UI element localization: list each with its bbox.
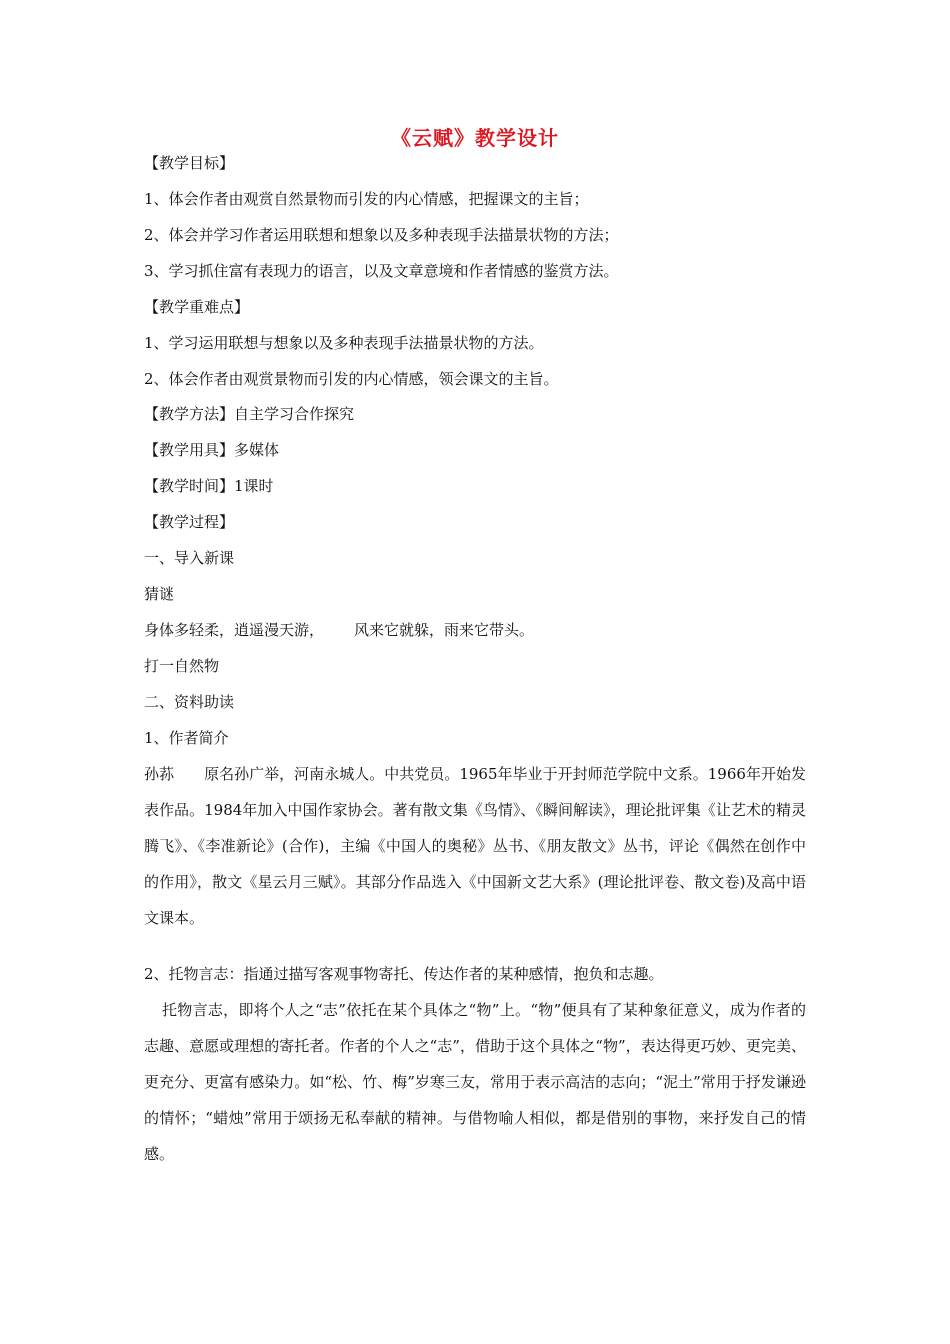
goal-item-3: 3、学习抓住富有表现力的语言，以及文章意境和作者情感的鉴赏方法。: [144, 262, 619, 280]
key-points-heading: 【教学重难点】: [144, 298, 250, 316]
concept-paragraph: 托物言志，即将个人之“志”依托在某个具体之“物”上。“物”便具有了某种象征意义，成为作者的志趣、意愿或理想的寄托者。作者的个人之“志”，借助于这个具体之“物”，表达得更巧妙、更完美、更充分、更富有感染力。如“松、竹、梅”岁寒三友，常用于表示高洁的志向；“泥土”常用于抒发谦逊的情怀；“蜡烛”常用于颂扬无私奉献的精神。与借物喻人相似，都是借别的事物，来抒发自己的情感。: [144, 1001, 806, 1163]
teaching-method: 【教学方法】自主学习合作探究: [144, 405, 355, 423]
concept-heading: 2、托物言志：指通过描写客观事物寄托、传达作者的某种感情，抱负和志趣。: [144, 965, 664, 983]
teaching-tools: 【教学用具】多媒体: [144, 441, 280, 459]
step-intro: 一、导入新课: [144, 549, 235, 567]
author-bio-paragraph: [144, 756, 806, 936]
riddle-text: [144, 620, 534, 640]
goals-heading: 【教学目标】: [144, 154, 235, 172]
key-point-2: 2、体会作者由观赏景物而引发的内心情感，领会课文的主旨。: [144, 370, 559, 388]
document-title: 《云赋》教学设计: [391, 126, 559, 150]
process-heading: 【教学过程】: [144, 513, 235, 531]
key-point-1: 1、学习运用联想与想象以及多种表现手法描景状物的方法。: [144, 334, 544, 352]
step-materials: 二、资料助读: [144, 693, 235, 711]
teaching-time: 【教学时间】1课时: [144, 477, 274, 495]
goal-item-2: 2、体会并学习作者运用联想和想象以及多种表现手法描景状物的方法；: [144, 226, 619, 244]
author-name: 孙荪: [144, 765, 175, 783]
riddle-first-half: 身体多轻柔，逍遥漫天游，: [144, 621, 325, 639]
riddle-label: 猜谜: [144, 585, 175, 603]
goal-item-1: 1、体会作者由观赏自然景物而引发的内心情感，把握课文的主旨；: [144, 190, 589, 208]
author-heading: 1、作者简介: [144, 729, 229, 747]
author-bio-text: 原名孙广举，河南永城人。中共党员。1965年毕业于开封师范学院中文系。1966年开始发表作品。1984年加入中国作家协会。著有散文集《鸟情》、《瞬间解读》，理论批评集《让艺术的精灵腾飞》、《李准新论》(合作)，主编《中国人的奥秘》丛书、《朋友散文》丛书，评论《偶然在创作中的作用》，散文《星云月三赋》。其部分作品选入《中国新文艺大系》(理论批评卷、散文卷)及高中语文课本。: [144, 765, 806, 927]
riddle-answer-hint: 打一自然物: [144, 657, 220, 675]
riddle-second-half: 风来它就躲，雨来它带头。: [354, 621, 535, 639]
